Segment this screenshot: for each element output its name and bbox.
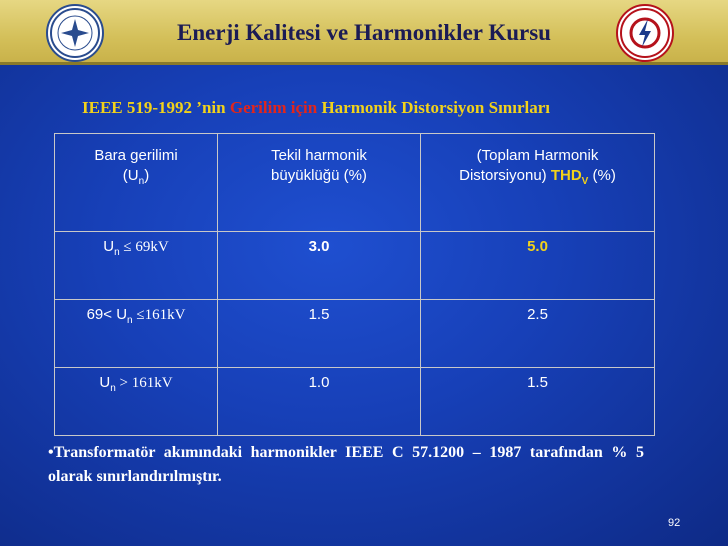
bus-voltage-cell: $U_n \le 69kV$ xyxy=(55,232,218,300)
individual-harmonic-cell: 3.0 xyxy=(218,232,421,300)
individual-harmonic-cell: 1.5 xyxy=(218,300,421,368)
header-bus-voltage: Bara gerilimi $(U_n)$ xyxy=(55,134,218,232)
thd-cell: 5.0 xyxy=(421,232,655,300)
heading-part3: Harmonik Distorsiyon Sınırları xyxy=(317,98,551,117)
tei-logo-icon xyxy=(616,4,674,62)
table-row xyxy=(55,232,655,300)
harmonic-limits-table xyxy=(54,133,655,436)
table-heading xyxy=(82,98,550,118)
table-row xyxy=(55,368,655,436)
thd-cell: 1.5 xyxy=(421,368,655,436)
header-individual-harmonic: Tekil harmonik büyüklüğü (%) xyxy=(218,134,421,232)
individual-harmonic-cell: 1.0 xyxy=(218,368,421,436)
header-bar xyxy=(0,0,728,65)
table-row xyxy=(55,300,655,368)
header-thd: (Toplam Harmonik Distorsiyonu) $THD_V$ (%) xyxy=(421,134,655,232)
bus-voltage-cell: $U_n > 161kV$ xyxy=(55,368,218,436)
heading-highlight: Gerilim için xyxy=(229,98,318,117)
bus-voltage-cell: $69< U_n \le 161kV$ xyxy=(55,300,218,368)
heading-part1: IEEE 519-1992 ’nin xyxy=(82,98,230,117)
transformer-note: •Transformatör akımındaki harmonikler IEEE C 57.1200 – 1987 tarafından % 5 olarak sınırlandırılmıştır. xyxy=(48,444,644,485)
thd-cell: 2.5 xyxy=(421,300,655,368)
table-header-row xyxy=(55,134,655,232)
page-number: 92 xyxy=(668,517,681,529)
page-title: Enerji Kalitesi ve Harmonikler Kursu xyxy=(177,20,551,45)
